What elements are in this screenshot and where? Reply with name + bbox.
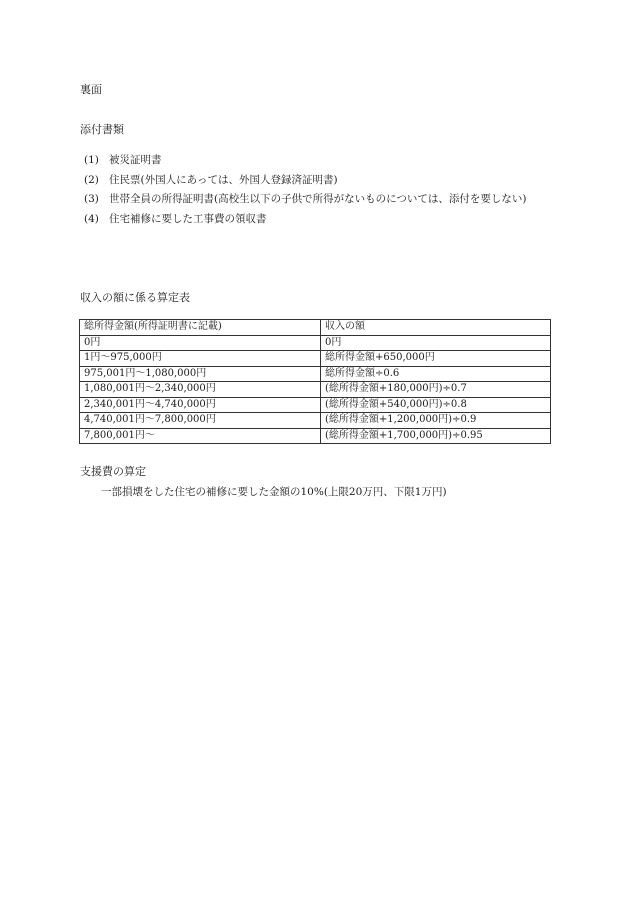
- table-cell: (総所得金額+1,700,000円)÷0.95: [321, 428, 551, 444]
- table-row: [80, 382, 551, 398]
- calc-table-heading: 収入の額に係る算定表: [80, 291, 190, 304]
- table-row: [80, 428, 551, 444]
- table-cell: (総所得金額+540,000円)÷0.8: [321, 397, 551, 413]
- table-row: [80, 335, 551, 351]
- income-calc-table: [79, 319, 551, 444]
- support-calc-text: 一部損壊をした住宅の補修に要した金額の10%(上限20万円、下限1万円): [101, 486, 447, 498]
- list-item-text: 住民票(外国人にあっては、外国人登録済証明書): [109, 173, 338, 186]
- table-row: [80, 366, 551, 382]
- list-item: [84, 210, 554, 230]
- table-cell: 0円: [321, 335, 551, 351]
- list-item-number: (1): [84, 154, 99, 166]
- table-cell: 1円〜975,000円: [80, 351, 321, 367]
- list-item: [84, 171, 554, 191]
- table-row: [80, 351, 551, 367]
- attachments-heading: 添付書類: [80, 123, 124, 136]
- list-item-number: (4): [84, 212, 99, 225]
- table-row: [80, 413, 551, 429]
- attachments-list: [84, 151, 554, 229]
- list-item: [84, 151, 554, 171]
- column-header-total-income: 総所得金額(所得証明書に記載): [80, 320, 321, 336]
- table-cell: 総所得金額÷0.6: [321, 366, 551, 382]
- table-cell: 4,740,001円〜7,800,000円: [80, 413, 321, 429]
- table-cell: 1,080,001円〜2,340,000円: [80, 382, 321, 398]
- table-cell: 975,001円〜1,080,000円: [80, 366, 321, 382]
- table-cell: (総所得金額+180,000円)÷0.7: [321, 382, 551, 398]
- support-heading: 支援費の算定: [80, 465, 146, 478]
- list-item-text: 住宅補修に要した工事費の領収書: [109, 212, 267, 225]
- list-item-text: 被災証明書: [109, 154, 162, 166]
- table-cell: 7,800,001円〜: [80, 428, 321, 444]
- list-item-number: (2): [84, 173, 99, 186]
- table-cell: 0円: [80, 335, 321, 351]
- table-row: [80, 397, 551, 413]
- table-header-row: [80, 320, 551, 336]
- table-cell: (総所得金額+1,200,000円)÷0.9: [321, 413, 551, 429]
- table-cell: 総所得金額+650,000円: [321, 351, 551, 367]
- list-item: [84, 190, 554, 210]
- list-item-number: (3): [84, 193, 99, 205]
- page-side-label: 裏面: [80, 83, 102, 96]
- list-item-text: 世帯全員の所得証明書(高校生以下の子供で所得がないものについては、添付を要しない): [109, 193, 527, 205]
- table-cell: 2,340,001円〜4,740,000円: [80, 397, 321, 413]
- column-header-income-amount: 収入の額: [321, 320, 551, 336]
